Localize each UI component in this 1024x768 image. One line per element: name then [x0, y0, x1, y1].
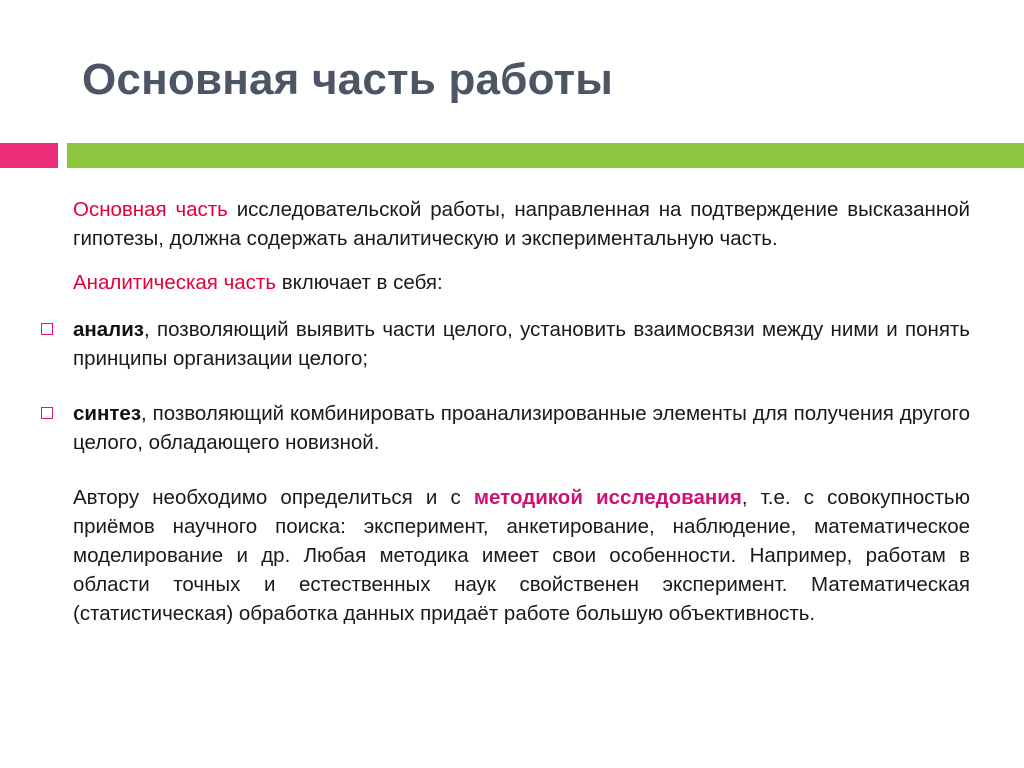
paragraph-methodology-after: , т.е. с совокупностью приёмов научного поиска: эксперимент, анкетирование, наблюдение, математическое моделирование и др. Любая методика имеет свои особенности. Например, работам в области точных и естественных наук свойственен эксперимент. Математическая (статистическая) обработка данных придаёт работе большую объективность.	[73, 486, 970, 625]
paragraph-intro	[73, 195, 970, 253]
accent-bar-green	[67, 143, 1024, 168]
term-methodology: методикой исследования	[473, 486, 742, 509]
paragraph-methodology	[73, 483, 970, 628]
bullet-item-analysis	[73, 315, 970, 373]
square-bullet-icon	[41, 323, 53, 335]
paragraph-methodology-before: Автору необходимо определиться и с	[73, 486, 474, 509]
paragraph-analytical	[73, 268, 970, 297]
slide-body	[73, 195, 970, 628]
bullet-item-synthesis	[73, 399, 970, 457]
term-main-part: Основная часть	[73, 198, 228, 221]
paragraph-intro-text: исследовательской работы, направленная на подтверждение высказанной гипотезы, должна содержать аналитическую и экспериментальную часть.	[73, 198, 971, 250]
bullet-synthesis-text: , позволяющий комбинировать проанализированные элементы для получения другого целого, обладающего новизной.	[73, 402, 970, 454]
term-synthesis: синтез	[73, 402, 142, 425]
square-bullet-icon	[41, 407, 53, 419]
paragraph-analytical-text: включает в себя:	[276, 271, 443, 294]
accent-bar-pink	[0, 143, 58, 168]
term-analytical-part: Аналитическая часть	[73, 271, 276, 294]
slide-title: Основная часть работы	[82, 55, 614, 104]
term-analysis: анализ	[73, 318, 144, 341]
bullet-analysis-text: , позволяющий выявить части целого, установить взаимосвязи между ними и понять принципы организации целого;	[73, 318, 970, 370]
